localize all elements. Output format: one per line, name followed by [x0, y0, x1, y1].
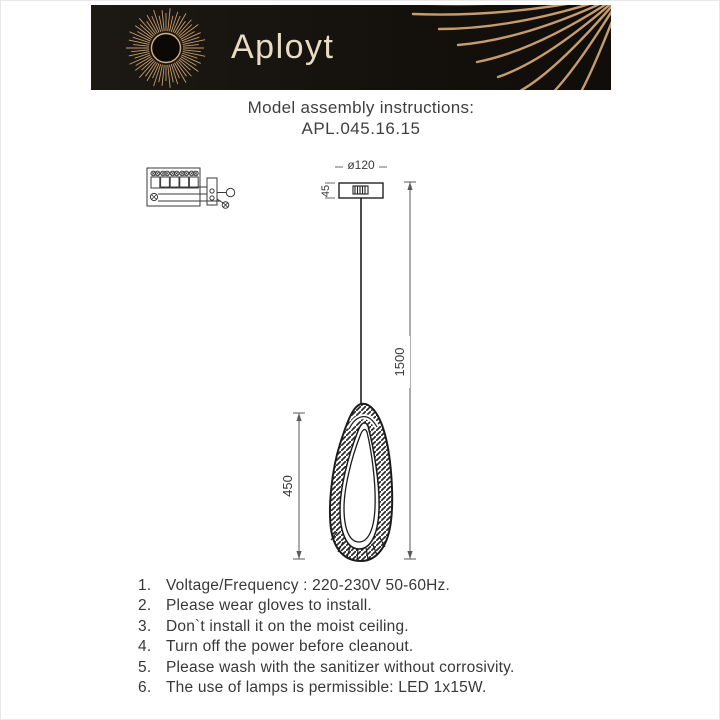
title-block — [1, 97, 720, 139]
sunburst-logo-icon — [124, 6, 208, 90]
item-text: Please wash with the sanitizer without corrosivity. — [166, 658, 515, 676]
item-text: Please wear gloves to install. — [166, 597, 372, 615]
item-number: 1. — [138, 577, 152, 594]
pendant-lamp-drawing — [330, 404, 392, 561]
item-text: Don`t install it on the moist ceiling. — [166, 617, 409, 635]
list-item — [138, 637, 608, 657]
instructions-title: Model assembly instructions: — [247, 98, 475, 117]
brand-banner — [91, 5, 611, 90]
list-item — [138, 678, 608, 698]
model-number: APL.045.16.15 — [301, 119, 421, 138]
brand-name: Aployt — [231, 28, 335, 66]
wiring-diagram — [147, 168, 235, 208]
list-item — [138, 617, 608, 637]
decorative-rays-icon — [301, 5, 611, 90]
item-text: Voltage/Frequency : 220-230V 50-60Hz. — [166, 577, 450, 594]
instructions-list — [138, 576, 608, 698]
item-number: 5. — [138, 658, 152, 676]
item-text: The use of lamps is permissible: LED 1x15W. — [166, 679, 487, 697]
dim-canopy-diameter: ø120 — [347, 158, 375, 172]
item-number: 4. — [138, 638, 152, 656]
list-item — [138, 596, 608, 616]
dim-lamp-height: 450 — [280, 475, 295, 497]
dim-canopy-height: 45 — [320, 184, 332, 198]
item-number: 2. — [138, 597, 152, 615]
item-text: Turn off the power before cleanout. — [166, 638, 414, 656]
item-number: 3. — [138, 617, 152, 635]
item-number: 6. — [138, 679, 152, 697]
dim-suspension-length: 1500 — [392, 347, 407, 377]
canopy-drawing — [320, 158, 387, 198]
list-item — [138, 576, 608, 596]
list-item — [138, 658, 608, 678]
technical-drawing — [1, 149, 720, 579]
